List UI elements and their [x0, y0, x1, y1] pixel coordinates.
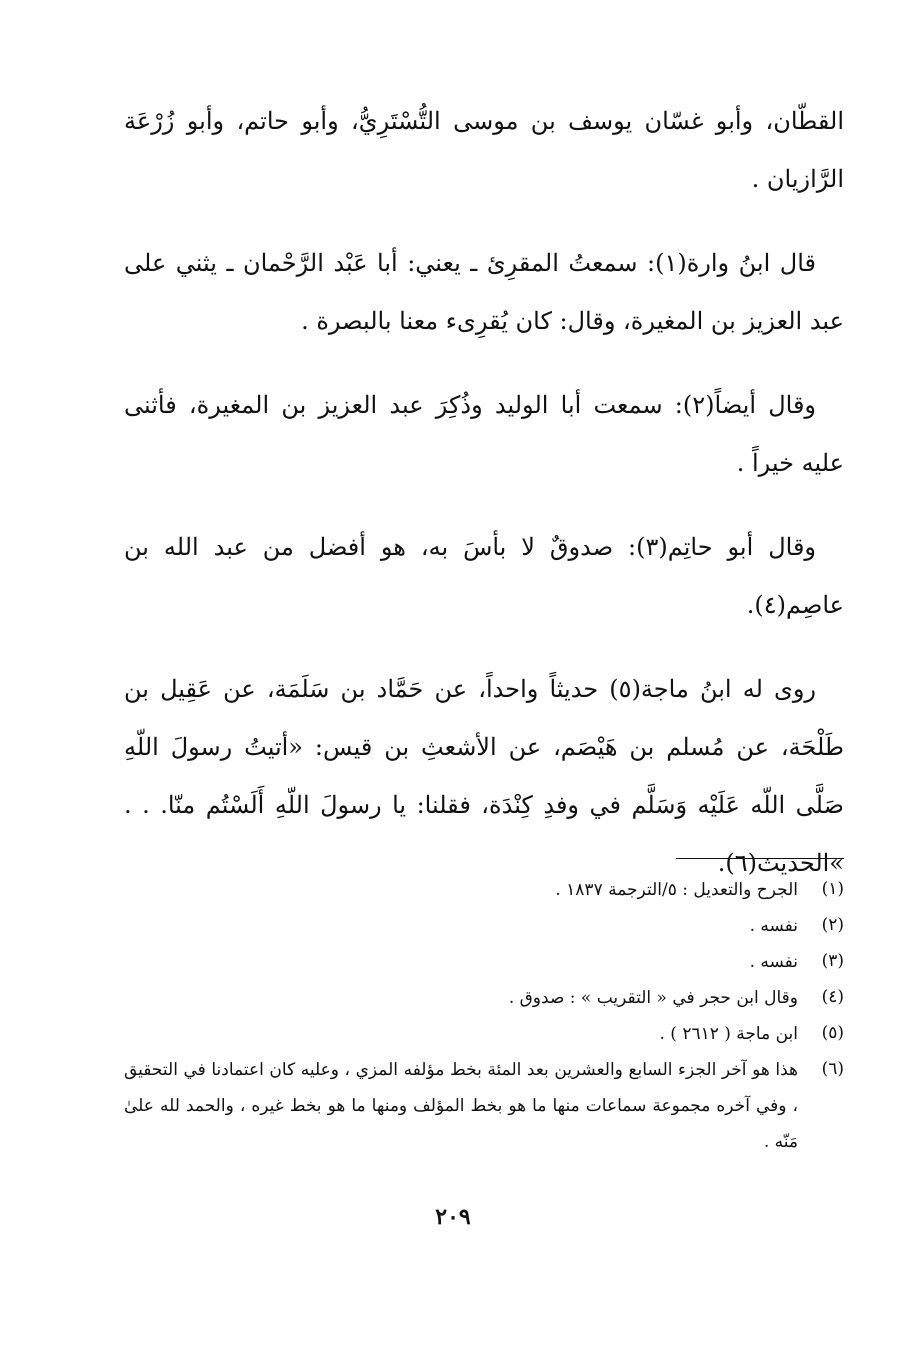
- footnote-4: [124, 980, 844, 1016]
- footnote-number: (٥): [821, 1023, 844, 1043]
- footnote-number: (١): [821, 879, 844, 899]
- footnote-text: ابن ماجة ( ٢٦١٢ ) .: [659, 1024, 798, 1044]
- footnote-text: هذا هو آخر الجزء السابع والعشرين بعد المئة بخط مؤلفه المزي ، وعليه كان اعتمادنا في التحقيق ، وفي آخره مجموعة سماعات منها ما هو بخط المؤلف ومنها ما هو بخط غيره ، والحمد لله علىٰ مَنّه .: [124, 1060, 798, 1152]
- paragraph-5: روى له ابنُ ماجة(٥) حديثاً واحداً، عن حَمَّاد بن سَلَمَة، عن عَقِيل بن طَلْحَة، عن مُسلم بن هَيْصَم، عن الأشعثِ بن قيس: «أتيتُ رسولَ اللّهِ صَلَّى اللّه عَلَيْه وَسَلَّم في وفدِ كِنْدَة، فقلنا: يا رسولَ اللّهِ أَلَسْتُم منّا. . . »الحديث(٦).: [124, 675, 844, 877]
- footnote-2: [124, 908, 844, 944]
- paragraph-4: وقال أبو حاتِم(٣): صدوقٌ لا بأسَ به، هو أفضل من عبد الله بن عاصِم(٤).: [124, 533, 844, 619]
- footnote-1: [124, 872, 844, 908]
- footnote-6: [124, 1052, 844, 1160]
- footnote-number: (٦): [821, 1059, 844, 1079]
- footnote-5: [124, 1016, 844, 1052]
- paragraph-1: القطّان، وأبو غسّان يوسف بن موسى التُّسْتَرِيُّ، وأبو حاتم، وأبو زُرْعَة الرَّازيان .: [124, 107, 844, 193]
- paragraph-3: وقال أيضاً(٢): سمعت أبا الوليد وذُكِرَ عبد العزيز بن المغيرة، فأثنى عليه خيراً .: [124, 391, 844, 477]
- footnote-number: (٣): [821, 951, 844, 971]
- footnote-text: نفسه .: [749, 952, 798, 972]
- footnote-divider: [676, 858, 844, 859]
- footnote-number: (٢): [821, 915, 844, 935]
- footnote-text: وقال ابن حجر في « التقريب » : صدوق .: [508, 988, 798, 1008]
- footnote-text: الجرح والتعديل : ٥/الترجمة ١٨٣٧ .: [555, 880, 798, 900]
- footnotes: [124, 872, 844, 1160]
- footnote-3: [124, 944, 844, 980]
- main-text: [124, 92, 844, 918]
- footnote-text: نفسه .: [749, 916, 798, 936]
- page-number: ٢٠٩: [435, 1204, 471, 1230]
- paragraph-2: قال ابنُ وارة(١): سمعتُ المقرِئ ـ يعني: أبا عَبْد الرَّحْمان ـ يثني على عبد العزيز بن المغيرة، وقال: كان يُقرِىء معنا بالبصرة .: [124, 249, 844, 335]
- footnote-number: (٤): [821, 987, 844, 1007]
